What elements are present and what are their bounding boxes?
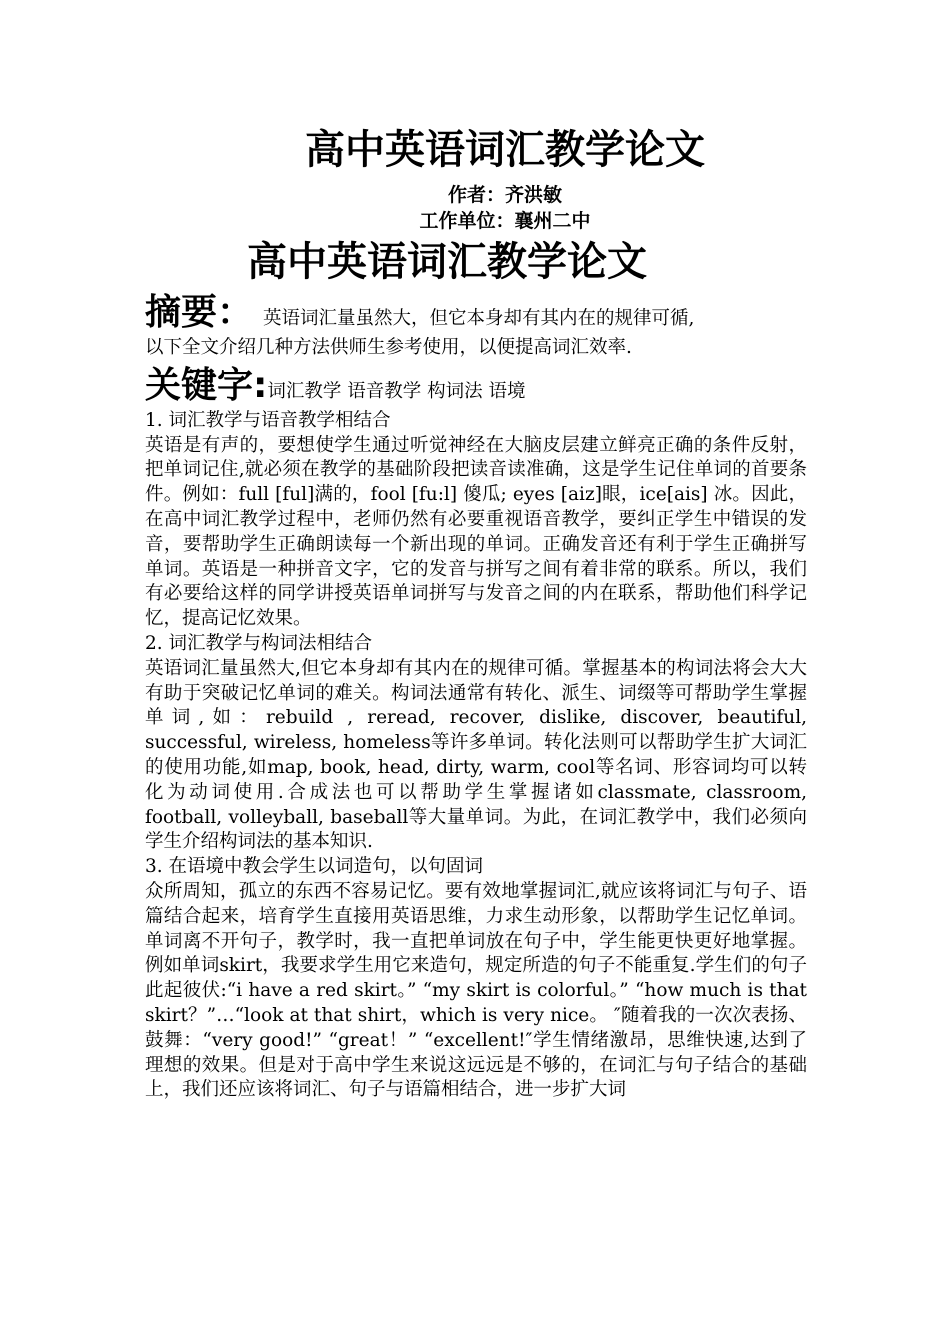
keywords-label: 关键字: [145,364,268,406]
section-2 [145,632,807,855]
section-body: 众所周知，孤立的东西不容易记忆。要有效地掌握词汇,就应该将词汇与句子、语篇结合起来，培育学生直接用英语思维，力求生动形象，以帮助学生记忆单词。单词离不开句子，教学时，我一直把单词放在句子中，学生能更快更好地掌握。例如单词skirt，我要求学生用它来造句，规定所造的句子不能重复.学生们的句子此起彼伏:“i have a red skirt。” “my skirt is colorful。” “how much is that skirt？”…“look at that shirt，which is very nice。 ″随着我的一次次表扬、鼓舞：“very good!” “great！” “excellent!″学生情绪激昂，思维快速,达到了理想的效果。但是对于高中学生来说这远远是不够的，在词汇与句子结合的基础上，我们还应该将词汇、句子与语篇相结合，进一步扩大词 [145,880,807,1101]
document-content [145,118,807,1103]
unit-line: 工作单位：襄州二中 [419,210,591,232]
section-heading: 3. 在语境中教会学生以词造句，以句固词 [145,856,484,878]
abstract-text-rest: 以下全文介绍几种方法供师生参考使用，以便提高词汇效率. [145,337,632,358]
section-1 [145,409,807,632]
section-heading: 2. 词汇教学与构词法相结合 [145,632,373,654]
section-body: 英语词汇量虽然大,但它本身却有其内在的规律可循。掌握基本的构词法将会大大有助于突破记忆单词的难关。构词法通常有转化、派生、词缀等可帮助学生掌握单词,如：rebuild , reread, recover, dislike, discover, beautiful, successful, wireless, homeless等许多单词。转化法则可以帮助学生扩大词汇的使用功能,如map, book, head, dirty, warm, cool等名词、形容词均可以转化为动词使用.合成法也可以帮助学生掌握诸如classmate, classroom, football, volleyball, baseball等大量单词。为此，在词汇教学中，我们必须向学生介绍构词法的基本知识. [145,657,807,853]
abstract-block [145,290,807,361]
abstract-text-line1: 英语词汇量虽然大，但它本身却有其内在的规律可循, [263,308,695,329]
document-title: 高中英语词汇教学论文 [305,127,705,173]
section-body: 英语是有声的，要想使学生通过听觉神经在大脑皮层建立鲜亮正确的条件反射，把单词记住,就必须在教学的基础阶段把读音读准确，这是学生记住单词的首要条件。例如：full [ful]满的，fool [fu:l] 傻瓜; eyes [aiz]眼，ice[ais] 冰。因此，在高中词汇教学过程中，老师仍然有必要重视语音教学，要纠正学生中错误的发音，要帮助学生正确朗读每一个新出现的单词。正确发音还有利于学生正确拼写单词。英语是一种拼音文字，它的发音与拼写之间有着非常的联系。所以，我们有必要给这样的同学讲授英语单词拼写与发音之间的内在联系，帮助他们科学记忆，提高记忆效果。 [145,434,807,630]
keywords-block [145,363,807,409]
section-heading: 1. 词汇教学与语音教学相结合 [145,409,391,431]
section-3 [145,855,807,1103]
keywords-text: 词汇教学 语音教学 构词法 语境 [267,380,526,402]
author-line: 作者：齐洪敏 [447,184,562,206]
document-subtitle: 高中英语词汇教学论文 [247,239,647,285]
abstract-label: 摘要： [145,292,254,333]
